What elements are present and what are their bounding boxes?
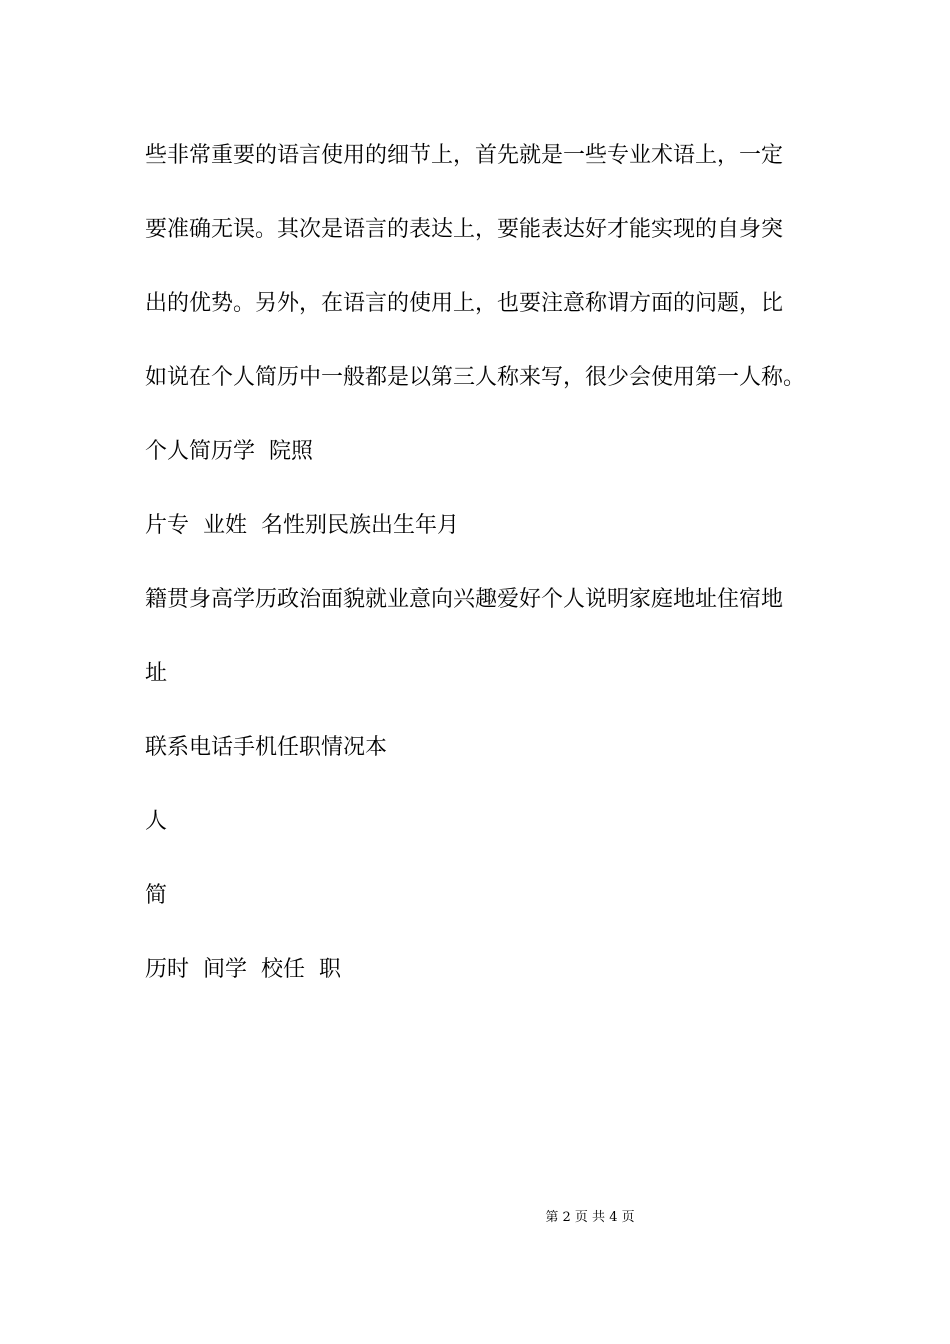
body-line-4: 如说在个人简历中一般都是以第三人称来写，很少会使用第一人称。 [145,365,806,390]
body-line-12: 历时 间学 校任 职 [145,957,341,982]
body-line-10: 人 [145,809,168,834]
body-line-7: 籍贯身高学历政治面貌就业意向兴趣爱好个人说明家庭地址住宿地 [145,587,784,612]
body-line-8: 址 [145,661,168,686]
body-line-5: 个人简历学 院照 [145,439,313,464]
body-line-1: 些非常重要的语言使用的细节上，首先就是一些专业术语上，一定 [145,143,784,168]
body-line-3: 出的优势。另外，在语言的使用上，也要注意称谓方面的问题，比 [145,291,784,316]
body-line-11: 简 [145,883,168,908]
body-line-9: 联系电话手机任职情况本 [145,735,388,760]
page-number-footer: 第 2 页 共 4 页 [545,1210,635,1225]
body-line-2: 要准确无误。其次是语言的表达上，要能表达好才能实现的自身突 [145,217,784,242]
body-line-6: 片专 业姓 名性别民族出生年月 [145,513,459,538]
